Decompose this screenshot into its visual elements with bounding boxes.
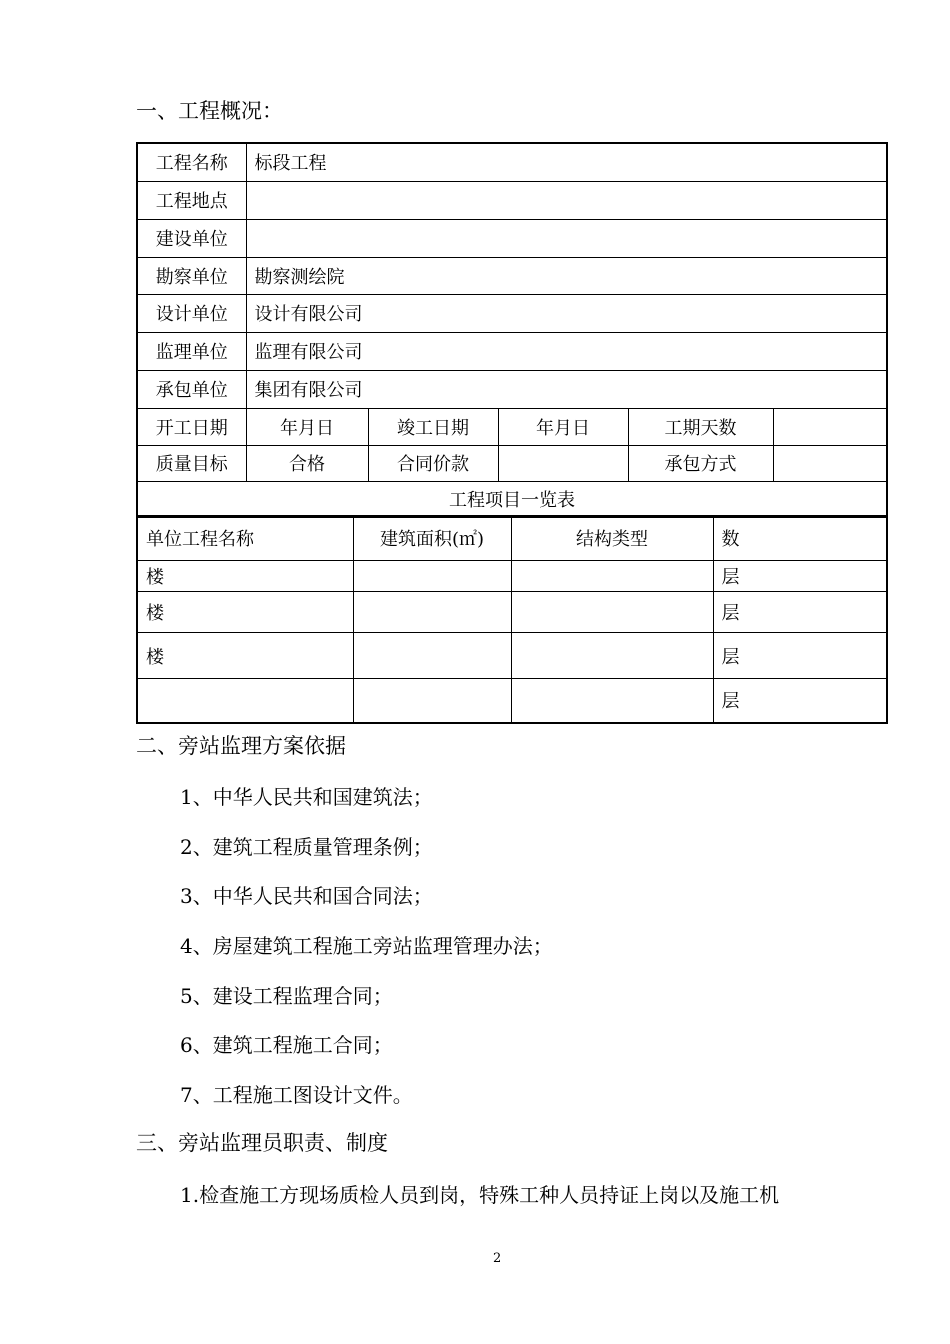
header-area: 建筑面积(㎡) bbox=[353, 516, 511, 561]
duty-paragraph: 1.检查施工方现场质检人员到岗，特殊工种人员持证上岗以及施工机 bbox=[180, 1183, 780, 1207]
basis-item: 1、中华人民共和国建筑法； bbox=[180, 785, 433, 809]
section2-title: 二、旁站监理方案依据 bbox=[136, 734, 346, 758]
table-row bbox=[137, 679, 887, 723]
row-label: 工程地点 bbox=[137, 181, 246, 219]
row-label: 监理单位 bbox=[137, 332, 246, 370]
quality-value: 合格 bbox=[246, 445, 368, 481]
floors-cell: 层 bbox=[713, 633, 887, 679]
row-value: 集团有限公司 bbox=[246, 370, 887, 408]
table-row bbox=[137, 294, 887, 332]
basis-item: 7、工程施工图设计文件。 bbox=[180, 1083, 413, 1107]
row-value bbox=[246, 219, 887, 257]
contract-label: 承包方式 bbox=[628, 445, 773, 481]
structure-cell bbox=[511, 592, 713, 633]
row-value: 标段工程 bbox=[246, 143, 887, 181]
structure-cell bbox=[511, 561, 713, 592]
floors-cell: 层 bbox=[713, 592, 887, 633]
table-row bbox=[137, 592, 887, 633]
start-date-label: 开工日期 bbox=[137, 408, 246, 445]
area-cell bbox=[353, 633, 511, 679]
row-value bbox=[246, 181, 887, 219]
overview-table bbox=[136, 142, 888, 518]
row-value: 勘察测绘院 bbox=[246, 257, 887, 294]
unit-name-cell bbox=[137, 679, 353, 723]
unit-name-cell: 楼 bbox=[137, 561, 353, 592]
price-label: 合同价款 bbox=[368, 445, 498, 481]
table-row bbox=[137, 257, 887, 294]
structure-cell bbox=[511, 633, 713, 679]
quality-label: 质量目标 bbox=[137, 445, 246, 481]
quality-row bbox=[137, 445, 887, 481]
basis-item: 6、建筑工程施工合同； bbox=[180, 1033, 393, 1057]
basis-item: 2、建筑工程质量管理条例； bbox=[180, 835, 433, 859]
area-cell bbox=[353, 561, 511, 592]
row-label: 设计单位 bbox=[137, 294, 246, 332]
unit-name-cell: 楼 bbox=[137, 633, 353, 679]
table-row bbox=[137, 219, 887, 257]
section1-title: 一、工程概况： bbox=[136, 99, 283, 123]
row-value: 设计有限公司 bbox=[246, 294, 887, 332]
page-number: 2 bbox=[493, 1251, 502, 1266]
end-date-value: 年月日 bbox=[498, 408, 628, 445]
table-row bbox=[137, 332, 887, 370]
contract-value bbox=[773, 445, 887, 481]
price-value bbox=[498, 445, 628, 481]
start-date-value: 年月日 bbox=[246, 408, 368, 445]
floors-cell: 层 bbox=[713, 679, 887, 723]
row-label: 工程名称 bbox=[137, 143, 246, 181]
duration-label: 工期天数 bbox=[628, 408, 773, 445]
row-value: 监理有限公司 bbox=[246, 332, 887, 370]
end-date-label: 竣工日期 bbox=[368, 408, 498, 445]
project-list-title: 工程项目一览表 bbox=[137, 481, 887, 517]
unit-name-cell: 楼 bbox=[137, 592, 353, 633]
table-header-row bbox=[137, 516, 887, 561]
duration-value bbox=[773, 408, 887, 445]
header-floors: 数 bbox=[713, 516, 887, 561]
header-unit-name: 单位工程名称 bbox=[137, 516, 353, 561]
basis-item: 4、房屋建筑工程施工旁站监理管理办法； bbox=[180, 934, 553, 958]
area-cell bbox=[353, 679, 511, 723]
area-cell bbox=[353, 592, 511, 633]
list-title-row bbox=[137, 481, 887, 517]
row-label: 建设单位 bbox=[137, 219, 246, 257]
table-row bbox=[137, 143, 887, 181]
header-structure: 结构类型 bbox=[511, 516, 713, 561]
floors-cell: 层 bbox=[713, 561, 887, 592]
structure-cell bbox=[511, 679, 713, 723]
table-row bbox=[137, 181, 887, 219]
basis-item: 5、建设工程监理合同； bbox=[180, 984, 393, 1008]
project-list-table bbox=[136, 515, 888, 724]
date-row bbox=[137, 408, 887, 445]
row-label: 勘察单位 bbox=[137, 257, 246, 294]
basis-item: 3、中华人民共和国合同法； bbox=[180, 884, 433, 908]
section3-title: 三、旁站监理员职责、制度 bbox=[136, 1131, 388, 1155]
table-row bbox=[137, 633, 887, 679]
table-row bbox=[137, 370, 887, 408]
row-label: 承包单位 bbox=[137, 370, 246, 408]
table-row bbox=[137, 561, 887, 592]
